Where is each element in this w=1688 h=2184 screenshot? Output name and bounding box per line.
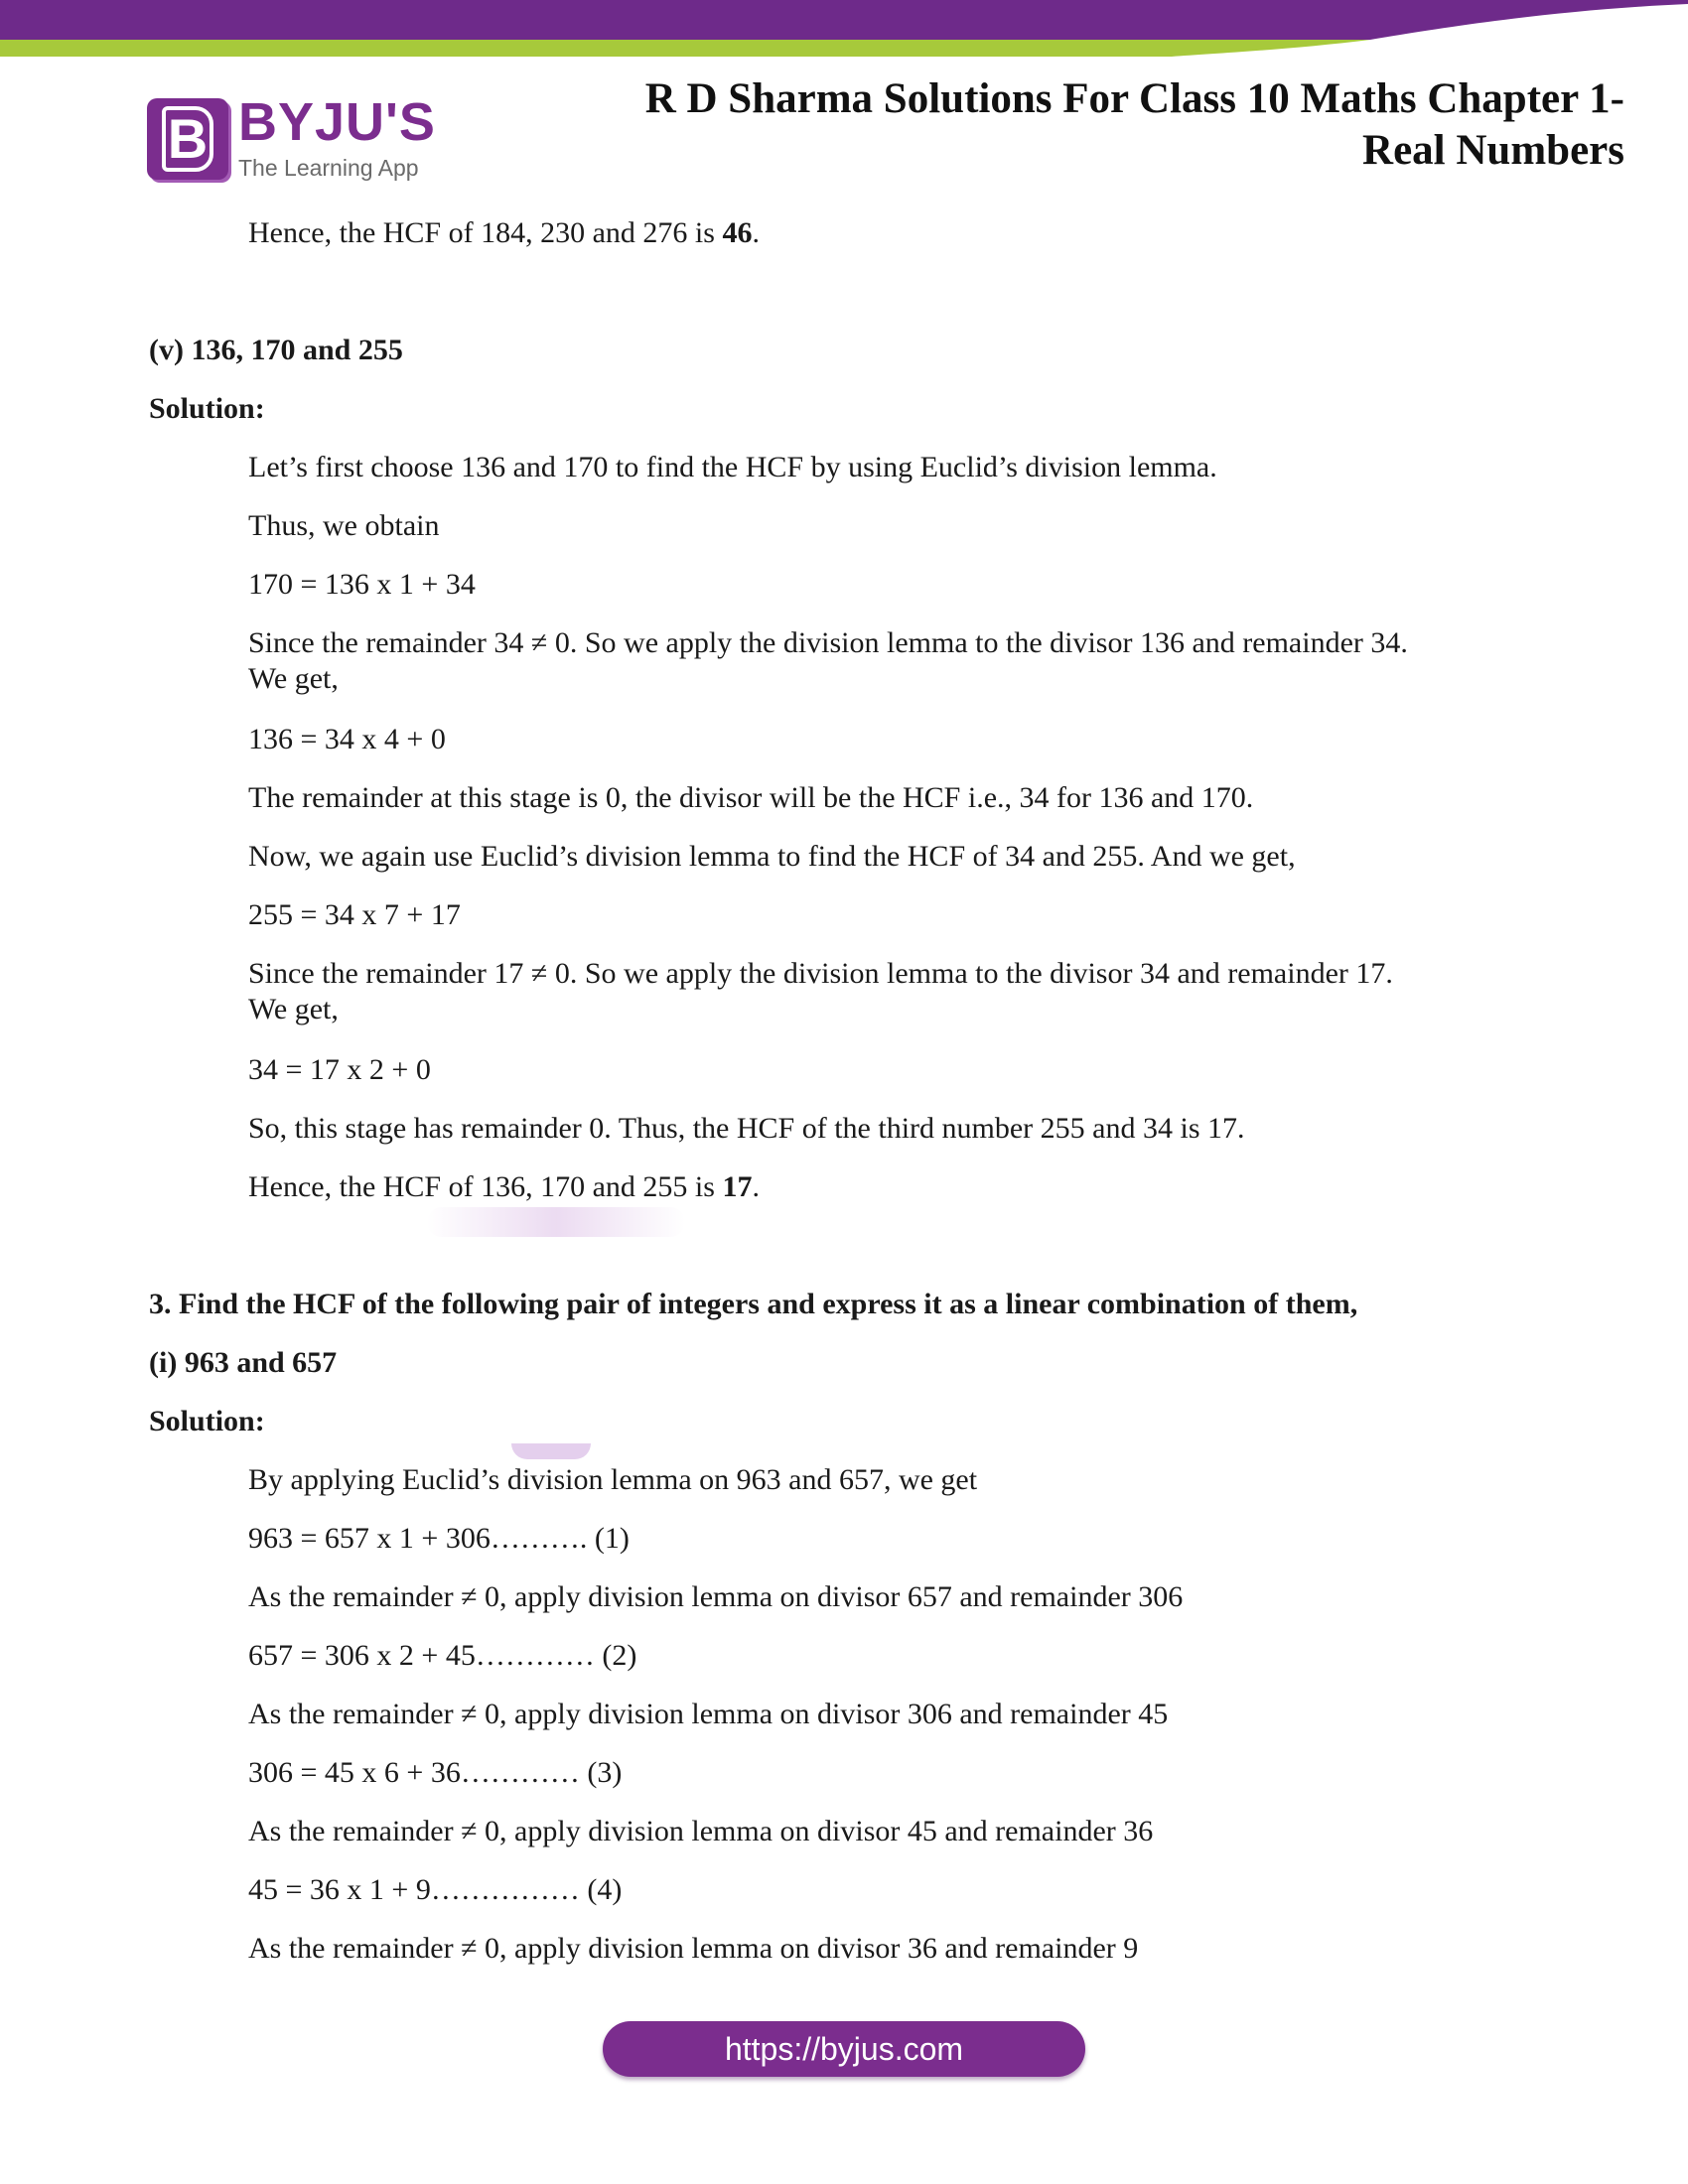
solution-line: As the remainder ≠ 0, apply division lemma on divisor 306 and remainder 45 bbox=[248, 1698, 1169, 1730]
faded-watermark-fragment bbox=[511, 1443, 591, 1459]
equation-line: 306 = 45 x 6 + 36………… (3) bbox=[248, 1756, 623, 1789]
top-decorative-band bbox=[0, 0, 1688, 60]
hcf-result-value: 46 bbox=[722, 216, 753, 249]
part-v-conclusion: Hence, the HCF of 136, 170 and 255 is 17. bbox=[248, 1170, 760, 1203]
solution-label: Solution: bbox=[149, 1405, 265, 1437]
document-title-line1: R D Sharma Solutions For Class 10 Maths Chapter 1- bbox=[644, 75, 1624, 122]
solution-line: Since the remainder 34 ≠ 0. So we apply the division lemma to the divisor 136 and remainder 34. bbox=[248, 626, 1408, 659]
brand-name: BYJU'S bbox=[238, 92, 436, 152]
byjus-logo[interactable] bbox=[147, 92, 436, 182]
solution-line: Let’s first choose 136 and 170 to find the HCF by using Euclid’s division lemma. bbox=[248, 451, 1217, 483]
brand-tagline: The Learning App bbox=[238, 155, 419, 181]
solution-line-continued: We get, bbox=[248, 993, 339, 1025]
hcf-result-value: 17 bbox=[722, 1170, 753, 1203]
solution-line-continued: We get, bbox=[248, 662, 339, 695]
solution-line: Thus, we obtain bbox=[248, 509, 440, 542]
equation-line: 963 = 657 x 1 + 306………. (1) bbox=[248, 1522, 630, 1555]
equation-line: 657 = 306 x 2 + 45………… (2) bbox=[248, 1639, 637, 1672]
solution-line: Now, we again use Euclid’s division lemma to find the HCF of 34 and 255. And we get, bbox=[248, 840, 1296, 873]
equation-line: 255 = 34 x 7 + 17 bbox=[248, 898, 461, 931]
equation-line: 45 = 36 x 1 + 9…………… (4) bbox=[248, 1873, 623, 1906]
solution-line: As the remainder ≠ 0, apply division lemma on divisor 36 and remainder 9 bbox=[248, 1932, 1139, 1965]
part-i-heading: (i) 963 and 657 bbox=[149, 1346, 338, 1379]
document-title bbox=[632, 73, 1624, 177]
equation-line: 34 = 17 x 2 + 0 bbox=[248, 1053, 431, 1086]
footer-url-link[interactable]: https://byjus.com bbox=[603, 2021, 1085, 2077]
solution-line: The remainder at this stage is 0, the divisor will be the HCF i.e., 34 for 136 and 170. bbox=[248, 781, 1254, 814]
previous-conclusion: Hence, the HCF of 184, 230 and 276 is 46. bbox=[248, 216, 760, 249]
faded-watermark bbox=[427, 1207, 685, 1237]
solution-line: By applying Euclid’s division lemma on 963 and 657, we get bbox=[248, 1463, 978, 1496]
document-title-line2: Real Numbers bbox=[1362, 127, 1624, 174]
equation-line: 170 = 136 x 1 + 34 bbox=[248, 568, 476, 601]
solution-line: As the remainder ≠ 0, apply division lemma on divisor 657 and remainder 306 bbox=[248, 1580, 1184, 1613]
byjus-b-logo-icon: B bbox=[147, 98, 228, 180]
solution-line: As the remainder ≠ 0, apply division lemma on divisor 45 and remainder 36 bbox=[248, 1815, 1154, 1847]
solution-label: Solution: bbox=[149, 392, 265, 425]
question-3-heading: 3. Find the HCF of the following pair of integers and express it as a linear combination of them, bbox=[149, 1288, 1358, 1320]
solution-line: Since the remainder 17 ≠ 0. So we apply the division lemma to the divisor 34 and remainder 17. bbox=[248, 957, 1393, 990]
part-v-heading: (v) 136, 170 and 255 bbox=[149, 334, 403, 366]
equation-line: 136 = 34 x 4 + 0 bbox=[248, 723, 446, 755]
solution-line: So, this stage has remainder 0. Thus, the HCF of the third number 255 and 34 is 17. bbox=[248, 1112, 1245, 1145]
